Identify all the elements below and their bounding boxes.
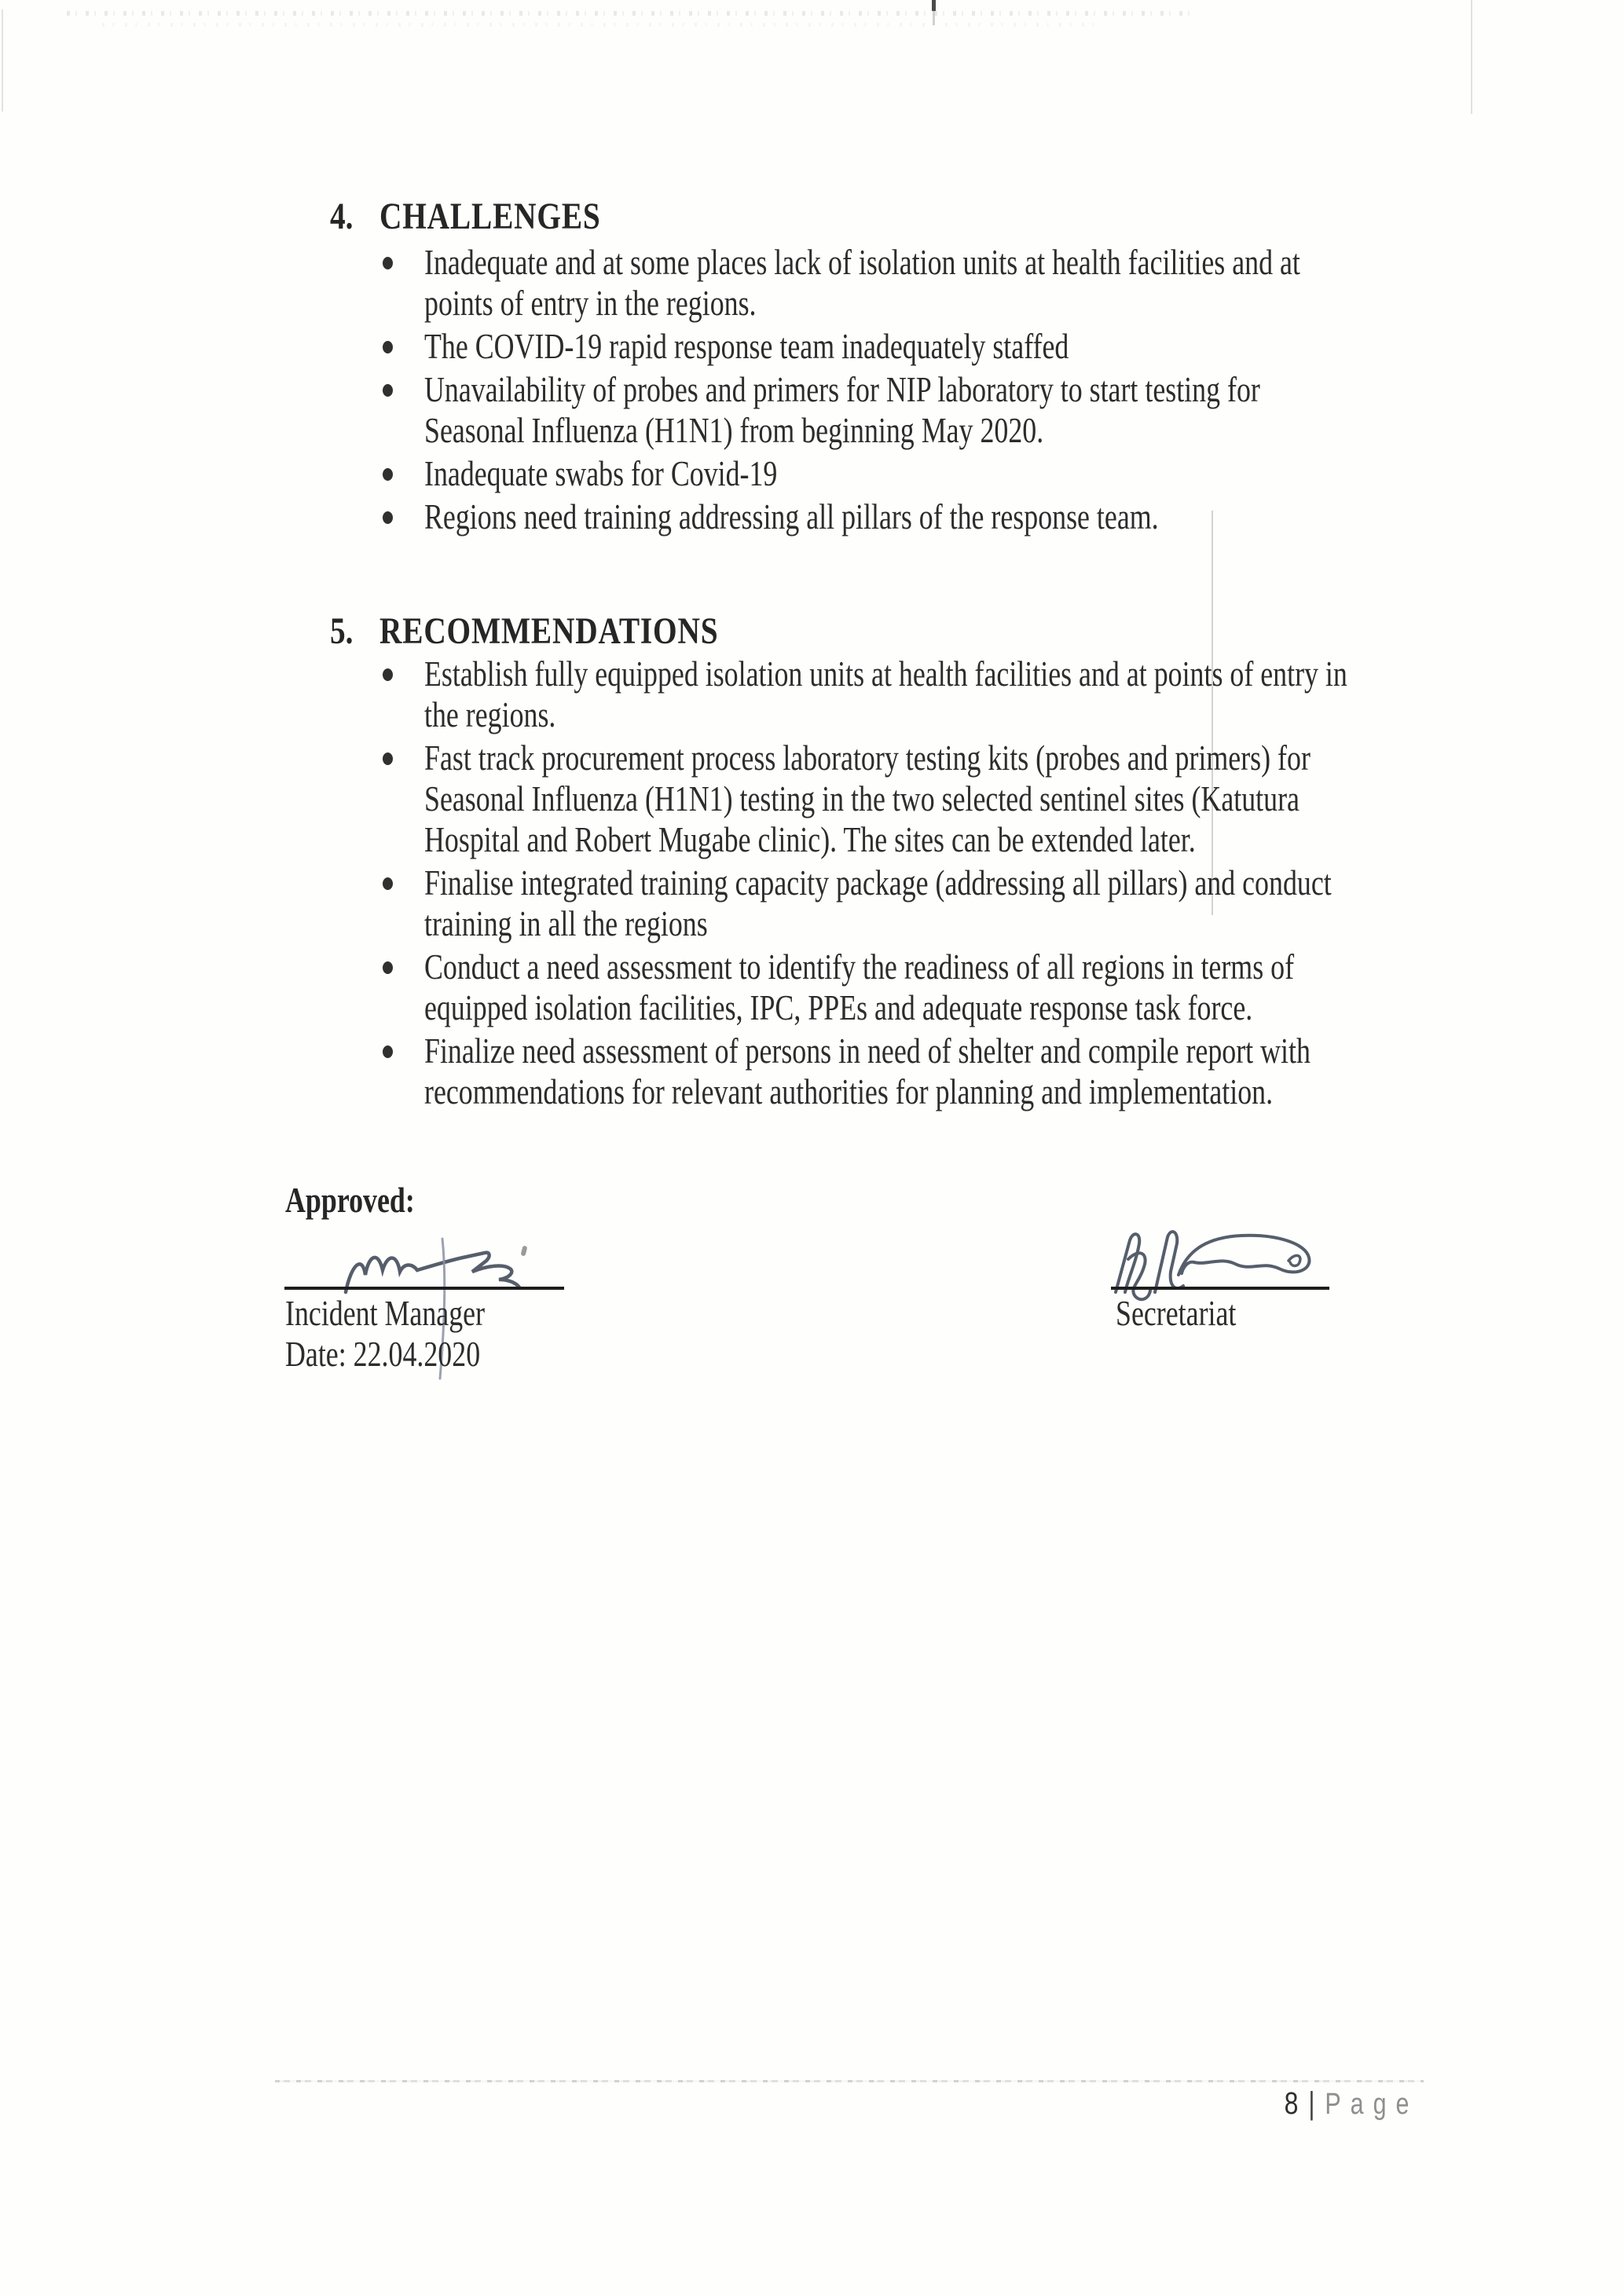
- bullet-text-line: points of entry in the regions.: [424, 283, 757, 323]
- bullet-item: [330, 453, 1469, 494]
- section-heading: [330, 611, 1469, 652]
- bullet-dot: [383, 877, 393, 890]
- section-title: CHALLENGES: [379, 196, 601, 237]
- section-heading: [330, 196, 1469, 237]
- bullet-item: [330, 369, 1469, 451]
- secretariat-role: Secretariat: [1116, 1293, 1237, 1333]
- secretariat-signature: [1100, 1214, 1344, 1304]
- approval-date: Date: 22.04.2020: [285, 1334, 481, 1374]
- bullet-item: [330, 862, 1469, 944]
- page-number: 8: [1284, 2086, 1299, 2121]
- bullet-item: [330, 947, 1469, 1028]
- challenges-bullet-list: [330, 242, 1469, 537]
- footer-rule: [275, 2080, 1424, 2082]
- bullet-dot: [383, 341, 393, 353]
- bullet-text-line: equipped isolation facilities, IPC, PPEs and adequate response task force.: [424, 987, 1253, 1027]
- bullet-text-line: the regions.: [424, 694, 556, 734]
- bullet-dot: [383, 753, 393, 765]
- scan-mark: [932, 0, 936, 11]
- bullet-text-line: recommendations for relevant authorities for planning and implementation.: [424, 1071, 1274, 1111]
- section-challenges: [330, 196, 1469, 537]
- bullet-text-line: Inadequate swabs for Covid-19: [424, 453, 778, 493]
- bullet-text-line: Finalise integrated training capacity package (addressing all pillars) and conduct: [424, 862, 1332, 903]
- scan-edge-line: [2, 9, 3, 112]
- footer-separator: |: [1307, 2086, 1315, 2121]
- bullet-text-line: Seasonal Influenza (H1N1) from beginning May 2020.: [424, 410, 1044, 450]
- bullet-text-line: Regions need training addressing all pillars of the response team.: [424, 496, 1159, 536]
- section-title: RECOMMENDATIONS: [379, 610, 719, 652]
- bullet-text-line: Finalize need assessment of persons in need of shelter and compile report with: [424, 1031, 1311, 1071]
- approved-label: Approved:: [285, 1180, 415, 1220]
- bullet-dot: [383, 257, 393, 269]
- bullet-item: [330, 496, 1469, 537]
- page-label: Page: [1325, 2088, 1418, 2121]
- recommendations-bullet-list: [330, 654, 1469, 1112]
- bullet-text-line: The COVID-19 rapid response team inadequately staffed: [424, 326, 1069, 366]
- incident-manager-role: Incident Manager: [285, 1293, 486, 1333]
- bullet-text-line: training in all the regions: [424, 903, 708, 943]
- section-number: 5.: [330, 610, 354, 652]
- incident-manager-signature-line: [284, 1287, 564, 1290]
- bullet-text-line: Hospital and Robert Mugabe clinic). The sites can be extended later.: [424, 819, 1196, 859]
- bullet-dot: [383, 668, 393, 681]
- bullet-item: [330, 326, 1469, 367]
- bullet-item: [330, 654, 1469, 735]
- bullet-text-line: Seasonal Influenza (H1N1) testing in the two selected sentinel sites (Katutura: [424, 778, 1300, 818]
- bullet-item: [330, 242, 1469, 324]
- bullet-dot: [383, 1045, 393, 1058]
- scan-noise-band: [67, 11, 1190, 16]
- bullet-text-line: Fast track procurement process laboratory testing kits (probes and primers) for: [424, 738, 1311, 778]
- bullet-text-line: Establish fully equipped isolation units at health facilities and at points of entry in: [424, 654, 1347, 694]
- bullet-item: [330, 738, 1469, 860]
- bullet-text-line: Inadequate and at some places lack of isolation units at health facilities and at: [424, 242, 1300, 282]
- section-recommendations: [330, 611, 1469, 1112]
- secretariat-signature-line: [1111, 1287, 1329, 1290]
- bullet-item: [330, 1031, 1469, 1112]
- bullet-dot: [383, 511, 393, 524]
- scan-mark: [933, 11, 935, 25]
- scan-noise-band: [102, 23, 1100, 27]
- scan-edge-line: [1471, 0, 1472, 114]
- bullet-dot: [383, 961, 393, 974]
- page-footer: [1284, 2086, 1418, 2122]
- bullet-dot: [383, 468, 393, 481]
- bullet-text-line: Conduct a need assessment to identify the readiness of all regions in terms of: [424, 947, 1295, 987]
- section-number: 4.: [330, 196, 354, 237]
- bullet-dot: [383, 384, 393, 397]
- bullet-text-line: Unavailability of probes and primers for NIP laboratory to start testing for: [424, 369, 1260, 409]
